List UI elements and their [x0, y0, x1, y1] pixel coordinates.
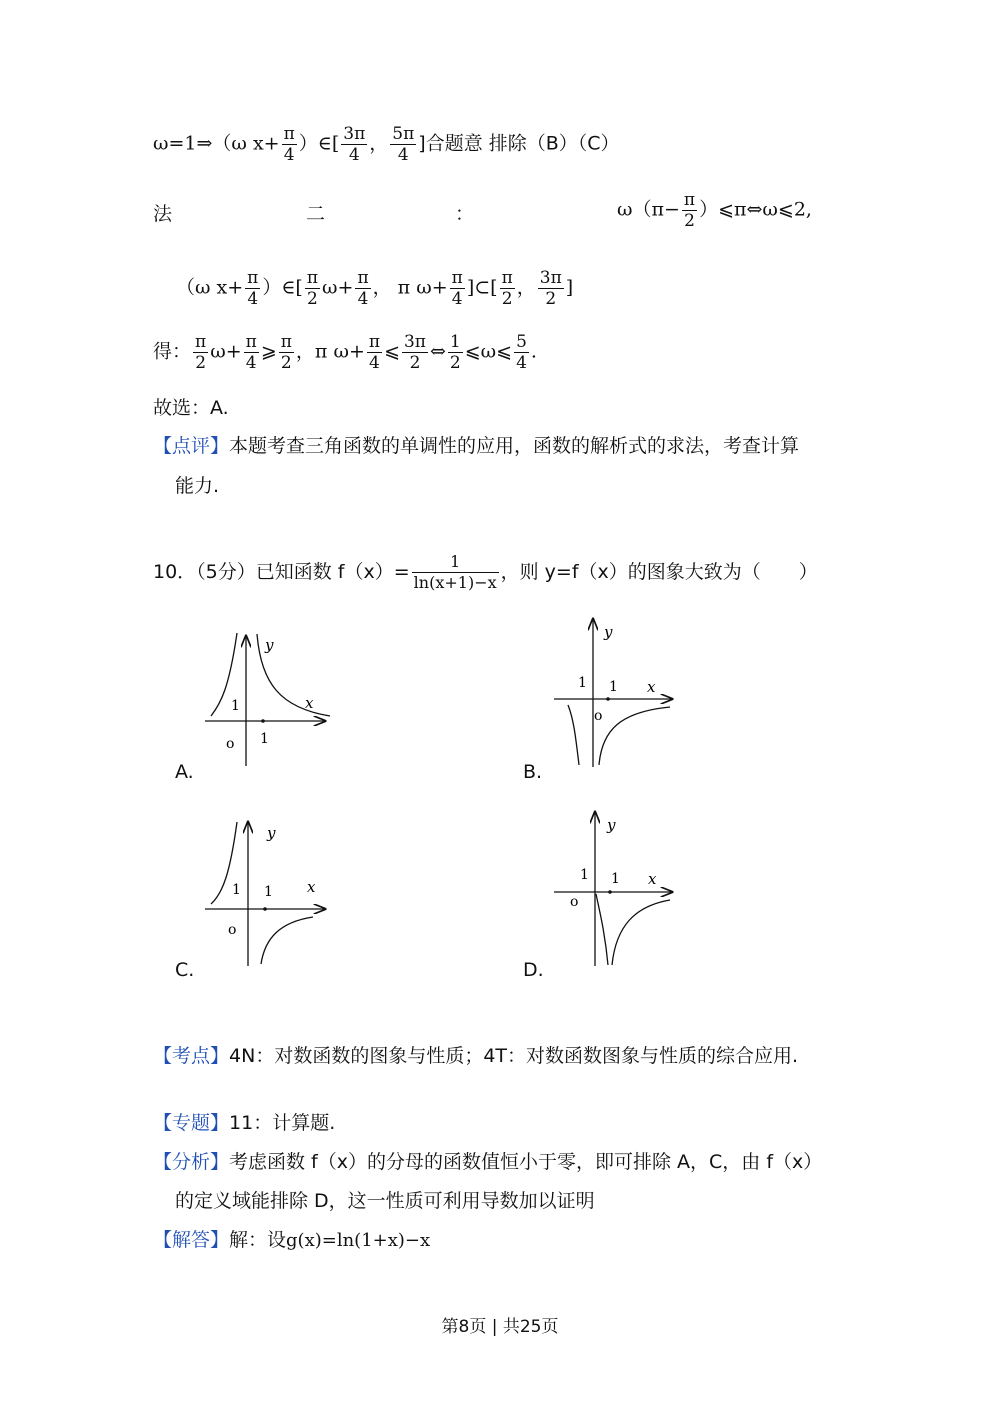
fraction: $\frac{\pi}{2}$ [501, 268, 513, 309]
fraction: $\frac{\pi}{4}$ [451, 268, 463, 309]
fraction: $\frac{\pi}{2}$ [683, 190, 696, 231]
fraction: $\frac{5\pi}{4}$ [392, 124, 415, 165]
kaodian-tag: 【考点】 [153, 1045, 230, 1067]
solution-line-1: ω=1⇒（ω x+ $\frac{\pi}{4}$ ）∈[ $\frac{3\pi}{4}$ ， $\frac{5\pi}{4}$ ]合题意 排除（B）（C） [153, 124, 620, 165]
curve-right [599, 707, 670, 765]
fenxi-tag: 【分析】 [153, 1151, 230, 1173]
option-c-label: C. [175, 959, 195, 981]
origin-label: o [226, 736, 235, 752]
kaodian-line: 【考点】4N：对数函数的图象与性质；4T：对数函数图象与性质的综合应用. [153, 1045, 799, 1067]
axis-label-x: x [305, 694, 314, 712]
fraction: $\frac{\pi}{4}$ [247, 268, 259, 309]
comment-line-1: 【点评】本题考查三角函数的单调性的应用，函数的解析式的求法，考查计算 [153, 435, 800, 457]
fraction: $\frac{1}{\ln(x+1)-x}$ [413, 552, 497, 592]
fraction: $\frac{1}{2}$ [449, 332, 461, 373]
fraction: $\frac{3\pi}{4}$ [343, 124, 366, 165]
graph-option-a [195, 628, 340, 768]
method-two-word-2: 二 [306, 203, 326, 225]
fenxi-line-1: 【分析】考虑函数 f（x）的分母的函数值恒小于零，即可排除 A，C，由 f（x） [153, 1151, 823, 1173]
jieda-tag: 【解答】 [153, 1229, 230, 1251]
axis-label-y: y [267, 824, 276, 842]
fraction: $\frac{3\pi}{2}$ [403, 332, 426, 373]
method-two-colon: ： [455, 203, 475, 225]
axis-label-x: x [648, 870, 657, 888]
axis-label-x: x [647, 678, 656, 696]
origin-label: o [228, 922, 237, 938]
axis-label-y: y [607, 816, 616, 834]
comment-line-2: 能力. [175, 475, 220, 497]
solution-line-4: 得： $\frac{\pi}{2}$ ω+ $\frac{\pi}{4}$ ⩾ $\frac{\pi}{2}$ ，π ω+ $\frac{\pi}{4}$ ⩽ $\frac{3\pi}{2}$ ⇔ $\frac{1}{2}$ ⩽ω⩽ $\frac{5}{4}$ . [153, 332, 537, 373]
curve-left [568, 705, 579, 765]
answer-line: 故选：A. [153, 397, 229, 419]
tick-label-x: 1 [264, 884, 273, 900]
tick-label-y: 1 [232, 882, 241, 898]
curve-left [596, 894, 608, 965]
option-a-label: A. [175, 761, 194, 783]
solution-line-2-expr: ω（π− $\frac{\pi}{2}$ ）⩽π⇔ω⩽2, [617, 190, 812, 231]
axis-label-y: y [265, 636, 274, 654]
tick-label-y: 1 [578, 675, 587, 691]
origin-label: o [570, 894, 579, 910]
fraction: $\frac{5}{4}$ [516, 332, 527, 373]
graph-option-d [550, 808, 680, 968]
fraction: $\frac{\pi}{4}$ [357, 268, 369, 309]
comment-tag: 【点评】 [153, 435, 230, 457]
tick-label-x: 1 [260, 731, 269, 747]
tick-label-y: 1 [231, 698, 240, 714]
curve-right [612, 900, 670, 965]
fraction: $\frac{\pi}{4}$ [368, 332, 381, 373]
graph-option-c [195, 818, 340, 968]
axis-label-x: x [307, 878, 316, 896]
method-two-word-1: 法 [153, 203, 173, 225]
tick-label-x: 1 [611, 871, 620, 887]
jieda-line: 【解答】解：设g(x)=ln(1+x)−x [153, 1229, 431, 1251]
option-b-label: B. [523, 761, 543, 783]
solution-line-3: （ω x+ $\frac{\pi}{4}$ ）∈[ $\frac{\pi}{2}$ ω+ $\frac{\pi}{4}$ ， π ω+ $\frac{\pi}{4}$ ]⊂[ $\frac{\pi}{2}$ ， $\frac{3\pi}{2}$ ] [176, 268, 574, 309]
zhuanti-line: 【专题】11：计算题. [153, 1112, 336, 1134]
question-10: 10．（5分）已知函数 f（x）= $\frac{1}{\ln(x+1)-x}$ ，则 y=f（x）的图象大致为（ ） [153, 552, 818, 592]
fenxi-line-2: 的定义域能排除 D，这一性质可利用导数加以证明 [175, 1190, 595, 1212]
curve-right [261, 917, 313, 964]
fraction: $\frac{\pi}{2}$ [195, 332, 207, 373]
page-footer: 第8页 | 共25页 [441, 1317, 559, 1337]
fraction: $\frac{\pi}{2}$ [306, 268, 319, 309]
fraction: $\frac{\pi}{2}$ [280, 332, 292, 373]
tick-label-x: 1 [609, 679, 618, 695]
origin-label: o [594, 708, 603, 724]
zhuanti-tag: 【专题】 [153, 1112, 230, 1134]
graph-option-b [550, 615, 680, 770]
fraction: $\frac{\pi}{4}$ [245, 332, 257, 373]
option-d-label: D. [523, 959, 544, 981]
fraction: $\frac{3\pi}{2}$ [539, 268, 562, 309]
axis-label-y: y [604, 623, 613, 641]
tick-label-y: 1 [580, 867, 589, 883]
fraction: $\frac{\pi}{4}$ [283, 124, 295, 165]
